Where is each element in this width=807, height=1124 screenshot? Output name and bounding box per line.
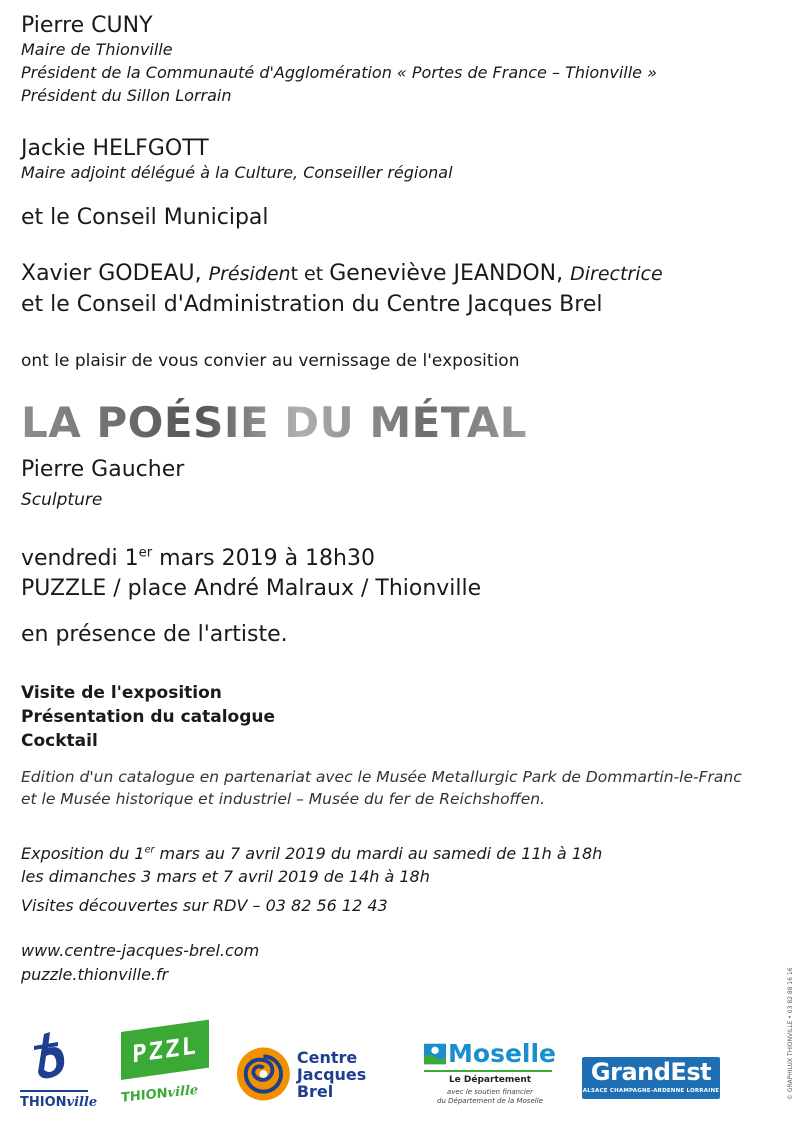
exhibition-medium: Sculpture <box>21 490 103 510</box>
artist-name: Pierre Gaucher <box>21 457 185 482</box>
exhibition-title: LA POÉSIE DU MÉTAL <box>21 398 527 447</box>
event-place: PUZZLE / place André Malraux / Thionville <box>21 576 482 601</box>
program-item: Cocktail <box>21 731 98 751</box>
thionville-logo-mark <box>20 1030 90 1084</box>
host-1-name: Pierre CUNY <box>21 13 153 38</box>
cjb-spiral-icon <box>236 1046 291 1102</box>
moselle-logo-sub: Le Département <box>448 1074 532 1085</box>
host-1-role-2: Président de la Communauté d'Agglomération « Portes de France – Thionville » <box>21 63 657 82</box>
grand-est-logo-name: GrandEst <box>590 1058 712 1086</box>
puzzle-logo-city: THIONville <box>121 1082 199 1106</box>
puzzle-logo-text: PZZL <box>132 1031 198 1069</box>
printer-credit: © GRAPHILUX THIONVILLE • 03 82 88 16 16 <box>787 967 794 1100</box>
event-date: vendredi 1er mars 2019 à 18h30 <box>21 545 375 571</box>
centre-jacques-brel-logo <box>236 1045 406 1103</box>
host-1-role-1: Maire de Thionville <box>21 40 173 59</box>
board-line-2: et le Conseil d'Administration du Centre Jacques Brel <box>21 292 603 317</box>
host-2-name: Jackie HELFGOTT <box>21 136 209 161</box>
catalogue-note-2: et le Musée historique et industriel – Musée du fer de Reichshoffen. <box>21 790 546 808</box>
host-2-role-1: Maire adjoint délégué à la Culture, Conseiller régional <box>21 163 453 182</box>
catalogue-note-1: Edition d'un catalogue en partenariat avec le Musée Metallurgic Park de Dommartin-le-Franc <box>21 768 742 786</box>
thionville-logo-rule <box>20 1090 88 1092</box>
website-link-puzzle[interactable]: puzzle.thionville.fr <box>21 965 169 984</box>
sunday-dates: les dimanches 3 mars et 7 avril 2019 de 14h à 18h <box>21 867 430 886</box>
program-item: Présentation du catalogue <box>21 707 276 727</box>
moselle-logo-support: avec le soutien financier du Département de la Moselle <box>437 1087 543 1105</box>
board-line-1: Xavier GODEAU, Président et Geneviève JEANDON, Directrice <box>21 261 663 286</box>
thionville-logo <box>20 1030 98 1110</box>
grand-est-logo-sub: ALSACE CHAMPAGNE-ARDENNE LORRAINE <box>582 1088 720 1094</box>
cjb-logo-text: Centre Jacques Brel <box>296 1047 367 1101</box>
grand-est-logo <box>582 1057 720 1099</box>
thionville-logo-text: THIONville <box>20 1095 98 1110</box>
program-item: Visite de l'exposition <box>21 683 222 703</box>
invitation-text: ont le plaisir de vous convier au vernissage de l'exposition <box>21 351 520 371</box>
moselle-logo-name: Moselle <box>448 1039 556 1068</box>
moselle-emblem-icon <box>424 1040 446 1068</box>
puzzle-logo <box>121 1032 213 1108</box>
moselle-logo <box>424 1040 556 1118</box>
moselle-logo-rule <box>424 1070 552 1072</box>
exhibition-dates: Exposition du 1er mars au 7 avril 2019 du mardi au samedi de 11h à 18h <box>21 844 603 863</box>
website-link-cjb[interactable]: www.centre-jacques-brel.com <box>21 941 260 960</box>
moselle-logo-top <box>424 1040 556 1068</box>
council-line: et le Conseil Municipal <box>21 205 269 230</box>
artist-presence: en présence de l'artiste. <box>21 622 288 647</box>
host-1-role-3: Président du Sillon Lorrain <box>21 86 232 105</box>
puzzle-logo-badge <box>121 1020 209 1080</box>
guided-visits: Visites découvertes sur RDV – 03 82 56 12 43 <box>21 896 388 915</box>
